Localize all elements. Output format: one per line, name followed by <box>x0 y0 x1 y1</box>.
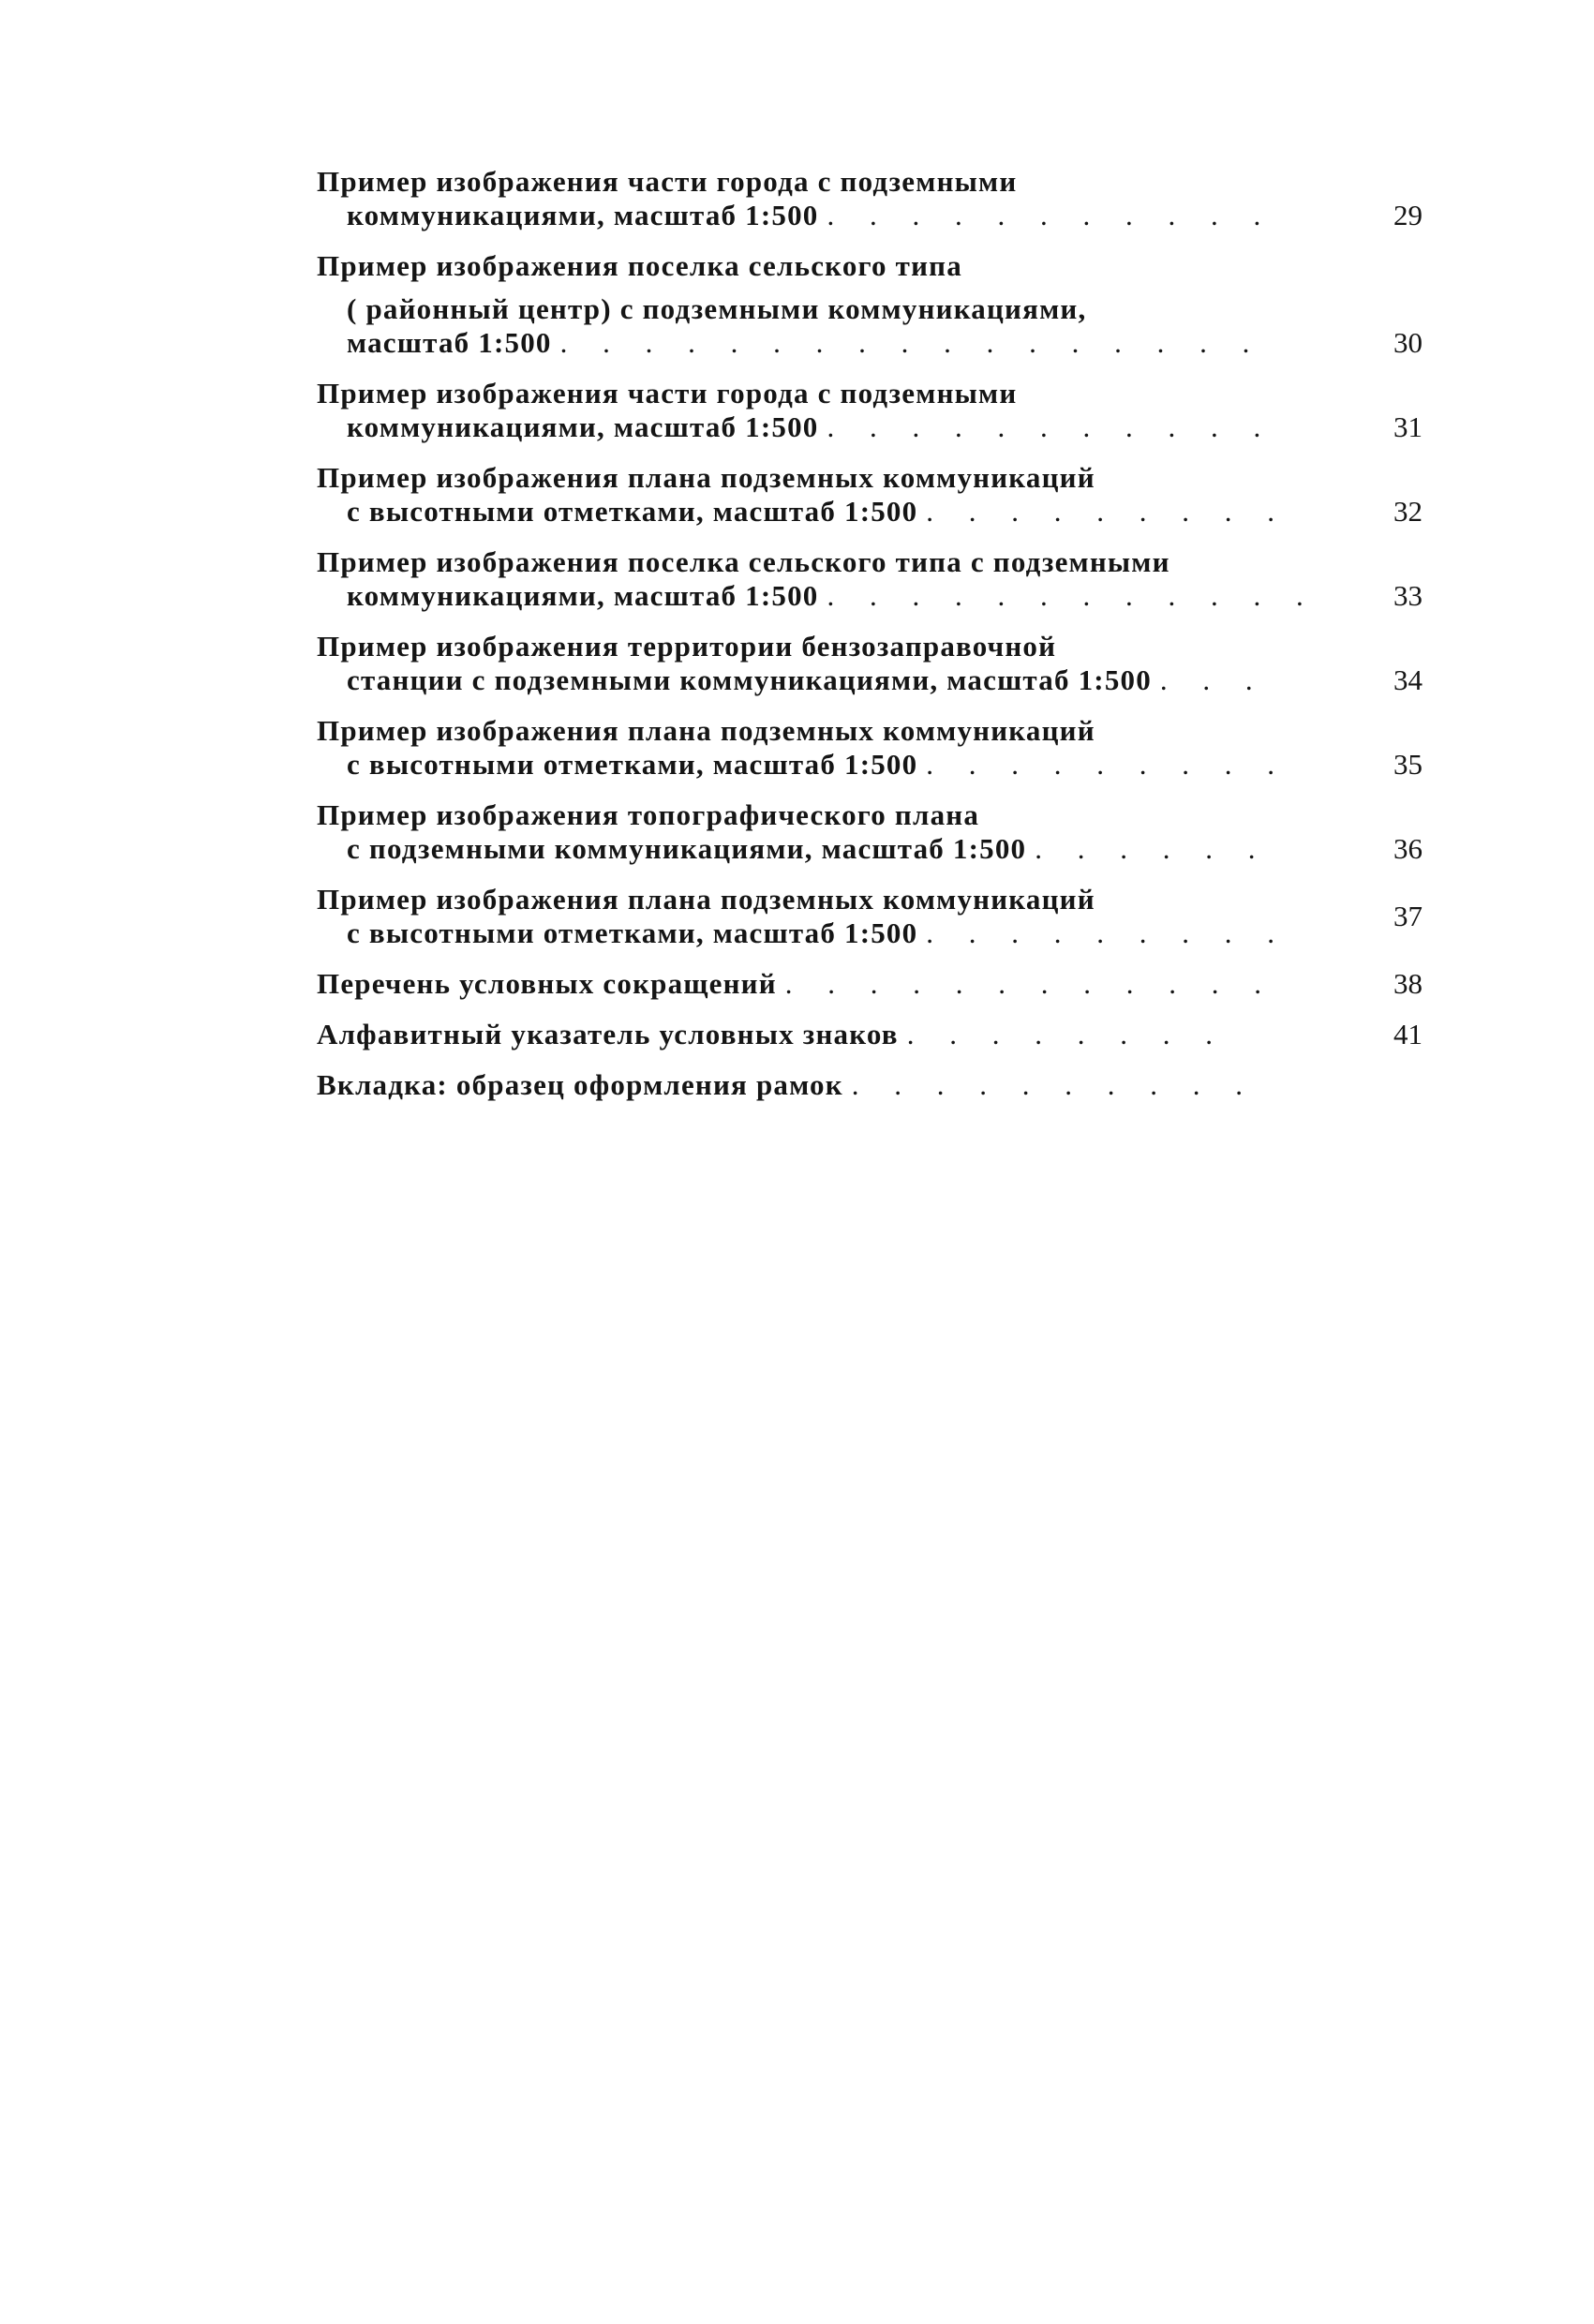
toc-page-number: 30 <box>1393 326 1423 359</box>
toc-entry <box>317 1068 1423 1102</box>
toc-page-number: 31 <box>1393 410 1423 443</box>
dot-leader: . . . . . . . . . . . . . . . . . <box>559 326 1264 359</box>
toc-entry <box>317 798 1423 866</box>
toc-entry-title-continued: коммуникациями, масштаб 1:500 . . . . . . . . . . . <box>347 199 1275 231</box>
toc-entry <box>317 967 1423 1001</box>
toc-entry-title: Пример изображения поселка сельского типа с подземными <box>317 545 1170 578</box>
dot-leader: . . . . . . . . . . . <box>827 410 1275 443</box>
toc-entry-title: Пример изображения плана подземных коммуникаций <box>317 714 1095 747</box>
dot-leader: . . . . . . . . <box>906 1018 1227 1050</box>
toc-entry-title: Пример изображения плана подземных коммуникаций <box>317 883 1095 916</box>
toc-entry-title-continued: масштаб 1:500 . . . . . . . . . . . . . . . . . <box>347 326 1264 359</box>
toc-entry-title: Пример изображения топографического плана <box>317 798 980 831</box>
toc-entry-title-continued: ( районный центр) с подземными коммуникациями, <box>347 292 1087 325</box>
toc-entry-title: Пример изображения поселка сельского типа <box>317 249 962 282</box>
toc-entry <box>317 461 1423 529</box>
toc-entry-title: Пример изображения части города с подземными <box>317 165 1018 198</box>
toc-page-number: 36 <box>1393 832 1423 865</box>
toc-entry <box>317 714 1423 782</box>
toc-entry-title: Перечень условных сокращений . . . . . . . . . . . . <box>317 967 1276 1000</box>
dot-leader: . . . . . . . . . <box>926 495 1289 528</box>
toc-entry-title-continued: с высотными отметками, масштаб 1:500 . . . . . . . . . <box>347 495 1289 528</box>
toc-page-number: 32 <box>1393 495 1423 528</box>
toc-entry <box>317 545 1423 613</box>
toc-entry-title: Пример изображения территории бензозаправочной <box>317 630 1057 663</box>
toc-entry <box>317 377 1423 444</box>
toc-entry-title-continued: коммуникациями, масштаб 1:500 . . . . . . . . . . . . <box>347 579 1318 612</box>
dot-leader: . . . . . . . . . . <box>851 1068 1257 1101</box>
toc-page-number: 29 <box>1393 199 1423 231</box>
toc-entry-title: Алфавитный указатель условных знаков . . . . . . . . <box>317 1018 1227 1050</box>
dot-leader: . . . . . . . . . <box>926 916 1289 949</box>
toc-entry <box>317 883 1423 950</box>
toc-page-number: 37 <box>1393 900 1423 932</box>
dot-leader: . . . . . . . . . . . . <box>827 579 1318 612</box>
dot-leader: . . . . . . . . . . . <box>827 199 1275 231</box>
toc-entry-title-continued: станции с подземными коммуникациями, масштаб 1:500 . . . <box>347 663 1267 696</box>
toc-entry <box>317 1018 1423 1051</box>
toc-page-number: 34 <box>1393 663 1423 696</box>
toc-entry-title-continued: с подземными коммуникациями, масштаб 1:500 . . . . . . <box>347 832 1270 865</box>
toc-page-number: 38 <box>1393 967 1423 1000</box>
toc-entry <box>317 630 1423 697</box>
dot-leader: . . . . . . <box>1035 832 1270 865</box>
toc-entry <box>317 165 1423 232</box>
toc-page-number: 33 <box>1393 579 1423 612</box>
dot-leader: . . . <box>1159 663 1267 696</box>
toc-page-number: 35 <box>1393 748 1423 781</box>
toc-entry-title: Пример изображения плана подземных коммуникаций <box>317 461 1095 494</box>
dot-leader: . . . . . . . . . <box>926 748 1289 781</box>
toc-page-number: 41 <box>1393 1018 1423 1050</box>
dot-leader: . . . . . . . . . . . . <box>784 967 1276 1000</box>
toc-entry-title-continued: с высотными отметками, масштаб 1:500 . . . . . . . . . <box>347 916 1289 949</box>
toc-entry-title: Вкладка: образец оформления рамок . . . . . . . . . . <box>317 1068 1257 1101</box>
toc-entry-title-continued: с высотными отметками, масштаб 1:500 . . . . . . . . . <box>347 748 1289 781</box>
toc-entry-title-continued: коммуникациями, масштаб 1:500 . . . . . . . . . . . <box>347 410 1275 443</box>
toc-entry-title: Пример изображения части города с подземными <box>317 377 1018 410</box>
toc-entry <box>317 249 1423 360</box>
table-of-contents <box>317 165 1423 1119</box>
